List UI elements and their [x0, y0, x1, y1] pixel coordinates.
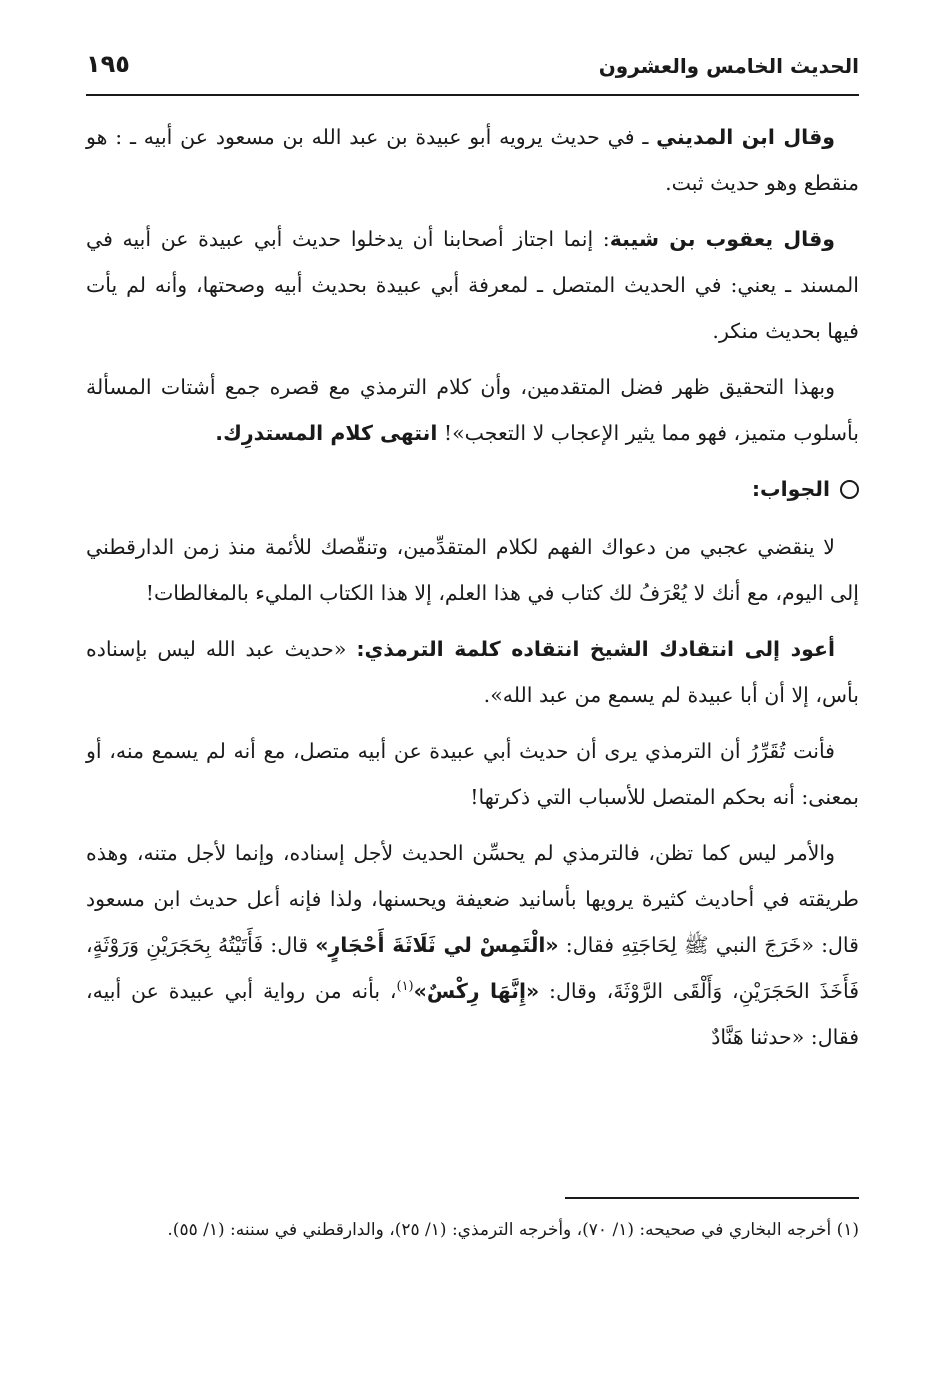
footnote-divider — [565, 1197, 859, 1199]
paragraph-text: «حديث عبد الله ليس بإسناده بأس، إلا أن أبا عبيدة لم يسمع من عبد الله». — [86, 637, 859, 707]
page-header — [86, 46, 859, 96]
quote-end-marker: انتهى كلام المستدرِك. — [215, 421, 438, 445]
paragraph-text: فأنت تُقَرِّرُ أن الترمذي يرى أن حديث أبي عبيدة عن أبيه متصل، مع أنه لم يسمع منه، أو بمعنى: أنه بحكم المتصل للأسباب التي ذكرتها! — [86, 739, 859, 809]
footnotes — [86, 1212, 859, 1248]
paragraph-text: ، بأنه من رواية أبي عبيدة عن أبيه، فقال: «حدثنا هَنَّادٌ — [86, 979, 859, 1049]
running-title: الحديث الخامس والعشرون — [598, 54, 859, 78]
answer-label: الجواب: — [751, 477, 830, 501]
paragraph-text: : إنما اجتاز أصحابنا أن يدخلوا حديث أبي عبيدة عن أبيه في المسند ـ يعني: في الحديث المتصل ـ لمعرفة أبي عبيدة بحديث أبيه وصحتها، وأنه لم يأت فيها بحديث منكر. — [86, 227, 859, 343]
paragraph-1 — [86, 114, 859, 206]
paragraph-3 — [86, 364, 859, 456]
paragraph-4 — [86, 524, 859, 616]
paragraph-2 — [86, 216, 859, 354]
paragraph-text: والأمر ليس كما تظن، فالترمذي لم يحسِّن الحديث لأجل إسناده، وإنما لأجل متنه، وهذه طريقته في أحاديث كثيرة يرويها بأسانيد ضعيفة ويحسنها، ولذا فإنه أعل حديث ابن مسعود قال: «خَرَجَ النبي ﷺ لِحَاجَتِهِ فقال: — [86, 841, 859, 957]
hadith-quote: «الْتَمِسْ لي ثَلَاثَةَ أَحْجَارٍ» — [315, 933, 559, 957]
paragraph-text: قال: فَأَتَيْتُهُ بِحَجَرَيْنِ وَرَوْثَةٍ، فَأَخَذَ الحَجَرَيْنِ، وَأَلْقَى الرَّوْثَةَ، وقال: — [86, 933, 860, 1003]
paragraph-7 — [86, 830, 859, 1060]
circle-bullet-icon — [840, 480, 859, 499]
main-text — [86, 114, 859, 1070]
hadith-quote: «إِنَّهَا رِكْسٌ» — [413, 979, 540, 1003]
paragraph-text: وبهذا التحقيق ظهر فضل المتقدمين، وأن كلام الترمذي مع قصره جمع أشتات المسألة بأسلوب متميز، فهو مما يثير الإعجاب لا التعجب»! — [86, 375, 859, 445]
page-number: ١٩٥ — [86, 50, 130, 78]
footnote-reference[interactable]: (١) — [396, 979, 414, 995]
paragraph-text: ـ في حديث يرويه أبو عبيدة بن عبد الله بن مسعود عن أبيه ـ : هو منقطع وهو حديث ثبت. — [86, 125, 859, 195]
paragraph-5 — [86, 626, 859, 718]
answer-heading — [86, 466, 859, 512]
speaker-name: وقال يعقوب بن شيبة — [609, 227, 835, 251]
paragraph-text: لا ينقضي عجبي من دعواك الفهم لكلام المتقدِّمين، وتنقّصك للأئمة منذ زمن الدارقطني إلى اليوم، مع أنك لا يُعْرَفُ لك كتاب في هذا العلم، إلا هذا الكتاب المليء بالمغالطات! — [86, 535, 859, 605]
section-lead: أعود إلى انتقادك الشيخ انتقاده كلمة الترمذي: — [356, 637, 835, 661]
speaker-name: وقال ابن المديني — [656, 125, 835, 149]
footnote-1: (١) أخرجه البخاري في صحيحه: (١/ ٧٠)، وأخرجه الترمذي: (١/ ٢٥)، والدارقطني في سننه: (١/ ٥٥). — [167, 1220, 859, 1240]
paragraph-6 — [86, 728, 859, 820]
